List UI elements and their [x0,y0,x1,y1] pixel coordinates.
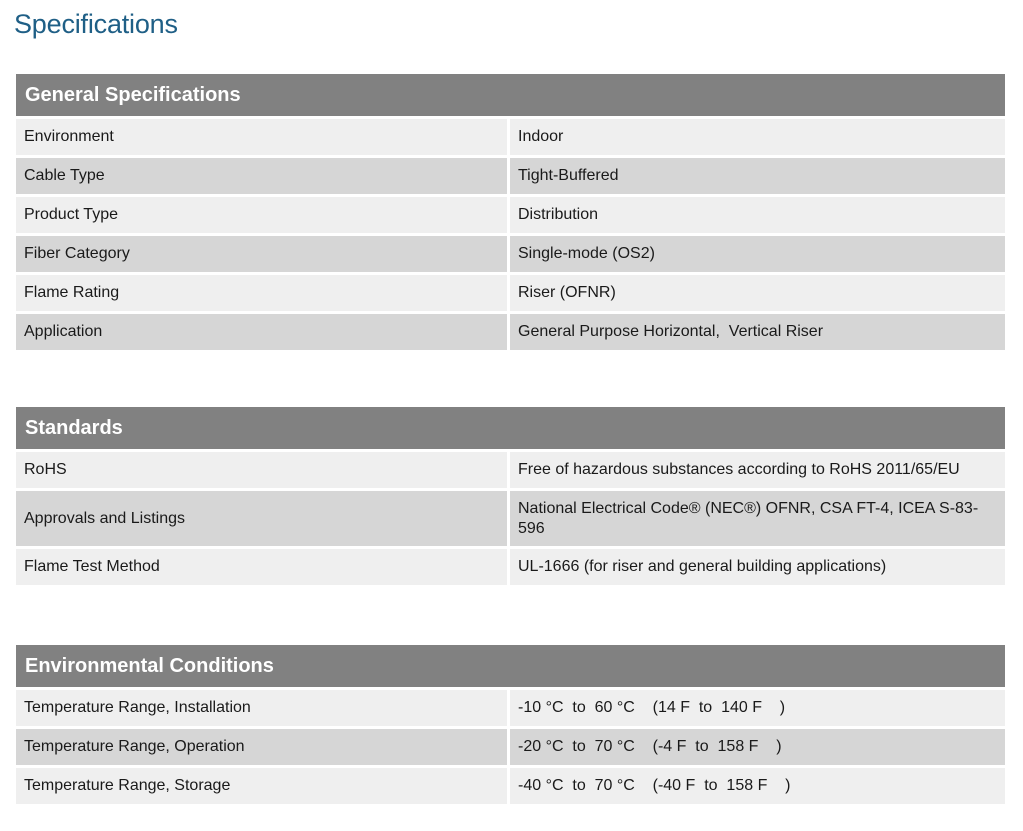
row-value: General Purpose Horizontal, Vertical Riser [510,314,1005,353]
row-value: Distribution [510,197,1005,236]
standards-table [16,407,1005,588]
row-value: Single-mode (OS2) [510,236,1005,275]
table-row [16,119,1005,158]
environmental-conditions-table [16,645,1005,807]
row-label: Product Type [16,197,510,236]
row-value: Indoor [510,119,1005,158]
row-label: Temperature Range, Storage [16,768,510,807]
table-row [16,158,1005,197]
row-label: Application [16,314,510,353]
row-value: -20 °C to 70 °C (-4 F to 158 F ) [510,729,1005,768]
table-row [16,768,1005,807]
table-row [16,197,1005,236]
row-value: Tight-Buffered [510,158,1005,197]
section-header-general-specifications: General Specifications [16,74,1005,119]
table-row [16,452,1005,491]
table-row [16,549,1005,588]
section-header-environmental-conditions: Environmental Conditions [16,645,1005,690]
table-row [16,491,1005,549]
row-label: RoHS [16,452,510,491]
general-specifications-table [16,74,1005,353]
row-value: Free of hazardous substances according to RoHS 2011/65/EU [510,452,1005,491]
row-value: -40 °C to 70 °C (-40 F to 158 F ) [510,768,1005,807]
table-row [16,690,1005,729]
row-label: Approvals and Listings [16,491,510,549]
row-label: Flame Test Method [16,549,510,588]
table-row [16,729,1005,768]
table-row [16,275,1005,314]
row-label: Cable Type [16,158,510,197]
row-value: -10 °C to 60 °C (14 F to 140 F ) [510,690,1005,729]
table-row [16,314,1005,353]
page-title: Specifications [14,9,178,39]
row-value: National Electrical Code® (NEC®) OFNR, CSA FT-4, ICEA S-83-596 [510,491,1005,549]
section-header-standards: Standards [16,407,1005,452]
row-value: UL-1666 (for riser and general building applications) [510,549,1005,588]
row-label: Environment [16,119,510,158]
row-label: Flame Rating [16,275,510,314]
row-value: Riser (OFNR) [510,275,1005,314]
table-row [16,236,1005,275]
row-label: Fiber Category [16,236,510,275]
row-label: Temperature Range, Installation [16,690,510,729]
row-label: Temperature Range, Operation [16,729,510,768]
